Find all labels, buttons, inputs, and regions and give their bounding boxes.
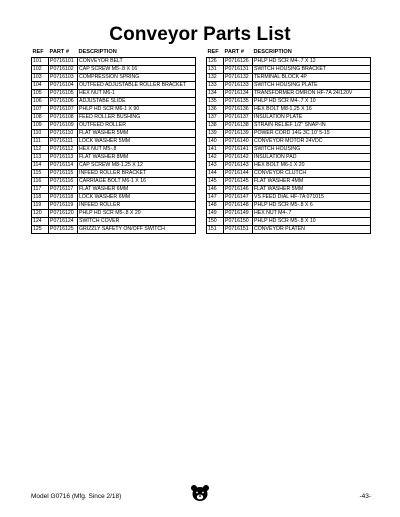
cell-part-number: P0716124: [49, 218, 78, 226]
cell-part-number: P0716143: [224, 162, 253, 170]
cell-description: STRAIN RELIEF 1/2" SNAP-IN: [253, 122, 371, 130]
table-row: [207, 130, 371, 138]
table-row: [207, 122, 371, 130]
cell-description: PHLP HD SCR M4-.7 X 10: [253, 98, 371, 106]
cell-ref: 116: [32, 178, 49, 186]
table-row: [32, 98, 196, 106]
table-row: [32, 186, 196, 194]
cell-description: FLAT WASHER 6MM: [78, 186, 196, 194]
cell-description: FLAT WASHER 5MM: [78, 130, 196, 138]
cell-part-number: P0716144: [224, 170, 253, 178]
cell-description: CONVEYOR MOTOR 24VDC: [253, 138, 371, 146]
cell-description: CAP SCREW M5-.8 X 16: [78, 66, 196, 74]
cell-ref: 144: [207, 170, 224, 178]
table-row: [207, 114, 371, 122]
cell-description: HEX NUT M5-.8: [78, 146, 196, 154]
cell-description: OUTFEED ROLLER: [78, 122, 196, 130]
cell-ref: 135: [207, 98, 224, 106]
table-row: [207, 202, 371, 210]
cell-description: ADJUSTABE SLIDE: [78, 98, 196, 106]
table-row: [32, 218, 196, 226]
cell-description: COMPRESSION SPRING: [78, 74, 196, 82]
table-row: [32, 170, 196, 178]
table-row: [32, 162, 196, 170]
cell-description: PHLP HD SCR M5-.8 X 20: [78, 210, 196, 218]
cell-ref: 147: [207, 194, 224, 202]
cell-ref: 101: [32, 58, 49, 66]
parts-table-left: [31, 48, 196, 234]
cell-description: CONVEYOR BELT: [78, 58, 196, 66]
cell-ref: 110: [32, 130, 49, 138]
header-description: DESCRIPTION: [253, 49, 292, 55]
cell-description: SWITCH HOUSING PLATE: [253, 82, 371, 90]
cell-part-number: P0716101: [49, 58, 78, 66]
cell-description: CONVEYOR PLATEN: [253, 226, 371, 234]
cell-description: HEX BOLT M6-1 X 20: [253, 162, 371, 170]
cell-description: FLAT WASHER 5MM: [253, 186, 371, 194]
cell-part-number: P0716113: [49, 154, 78, 162]
table-row: [32, 114, 196, 122]
cell-part-number: P0716116: [49, 178, 78, 186]
cell-ref: 131: [207, 66, 224, 74]
table-row: [207, 194, 371, 202]
table-row: [32, 226, 196, 234]
table-row: [207, 74, 371, 82]
cell-ref: 120: [32, 210, 49, 218]
cell-part-number: P0716104: [49, 82, 78, 90]
table-row: [32, 138, 196, 146]
cell-part-number: P0716111: [49, 138, 78, 146]
cell-ref: 108: [32, 114, 49, 122]
cell-ref: 136: [207, 106, 224, 114]
cell-part-number: P0716148: [224, 202, 253, 210]
cell-part-number: P0716108: [49, 114, 78, 122]
table-row: [32, 82, 196, 90]
cell-description: INSULATION PLATE: [253, 114, 371, 122]
cell-part-number: P0716126: [224, 58, 253, 66]
cell-ref: 103: [32, 74, 49, 82]
cell-part-number: P0716112: [49, 146, 78, 154]
table-row: [32, 154, 196, 162]
cell-description: INSULATION PAD: [253, 154, 371, 162]
cell-ref: 148: [207, 202, 224, 210]
table-row: [32, 66, 196, 74]
cell-description: TERMINAL BLOCK 4P: [253, 74, 371, 82]
cell-part-number: P0716114: [49, 162, 78, 170]
cell-part-number: P0716151: [224, 226, 253, 234]
cell-part-number: P0716146: [224, 186, 253, 194]
cell-description: INFEED ROLLER BRACKET: [78, 170, 196, 178]
cell-description: HEX BOLT M8-1.25 X 16: [253, 106, 371, 114]
table-row: [32, 58, 196, 66]
table-row: [32, 202, 196, 210]
table-header-row: [207, 48, 371, 58]
cell-description: FLAT WASHER 4MM: [253, 178, 371, 186]
cell-description: OUTFEED ADJUSTABLE ROLLER BRACKET: [78, 82, 196, 90]
cell-part-number: P0716140: [224, 138, 253, 146]
cell-description: HEX NUT M6-1: [78, 90, 196, 98]
cell-ref: 132: [207, 74, 224, 82]
table-row: [207, 210, 371, 218]
table-row: [32, 210, 196, 218]
table-row: [207, 186, 371, 194]
cell-ref: 150: [207, 218, 224, 226]
table-row: [32, 194, 196, 202]
cell-description: CARRIAGE BOLT M6-1 X 16: [78, 178, 196, 186]
cell-ref: 102: [32, 66, 49, 74]
cell-ref: 146: [207, 186, 224, 194]
cell-description: LOCK WASHER 5MM: [78, 138, 196, 146]
cell-part-number: P0716147: [224, 194, 253, 202]
cell-ref: 137: [207, 114, 224, 122]
cell-part-number: P0716125: [49, 226, 78, 234]
cell-part-number: P0716134: [224, 90, 253, 98]
cell-ref: 140: [207, 138, 224, 146]
cell-part-number: P0716103: [49, 74, 78, 82]
table-row: [207, 98, 371, 106]
table-row: [207, 58, 371, 66]
cell-part-number: P0716138: [224, 122, 253, 130]
cell-part-number: P0716139: [224, 130, 253, 138]
header-ref: REF: [32, 49, 44, 55]
table-row: [32, 90, 196, 98]
table-header-row: [32, 48, 196, 58]
table-row: [32, 74, 196, 82]
cell-part-number: P0716142: [224, 154, 253, 162]
cell-ref: 138: [207, 122, 224, 130]
table-row: [32, 106, 196, 114]
cell-description: HEX NUT M4-.7: [253, 210, 371, 218]
cell-part-number: P0716141: [224, 146, 253, 154]
cell-ref: 117: [32, 186, 49, 194]
table-row: [207, 154, 371, 162]
cell-description: FLAT WASHER 8MM: [78, 154, 196, 162]
cell-part-number: P0716106: [49, 98, 78, 106]
table-row: [32, 130, 196, 138]
cell-ref: 133: [207, 82, 224, 90]
table-row: [32, 178, 196, 186]
cell-part-number: P0716115: [49, 170, 78, 178]
cell-description: CONVEYOR CLUTCH: [253, 170, 371, 178]
cell-part-number: P0716120: [49, 210, 78, 218]
cell-description: VS FEED DIAL HF-7A 071015: [253, 194, 371, 202]
cell-ref: 119: [32, 202, 49, 210]
cell-ref: 139: [207, 130, 224, 138]
cell-ref: 112: [32, 146, 49, 154]
cell-description: CAP SCREW M8-1.25 X 12: [78, 162, 196, 170]
cell-part-number: P0716132: [224, 74, 253, 82]
table-row: [207, 90, 371, 98]
cell-part-number: P0716136: [224, 106, 253, 114]
cell-ref: 118: [32, 194, 49, 202]
table-row: [207, 82, 371, 90]
cell-part-number: P0716149: [224, 210, 253, 218]
cell-part-number: P0716102: [49, 66, 78, 74]
cell-ref: 143: [207, 162, 224, 170]
cell-part-number: P0716133: [224, 82, 253, 90]
cell-ref: 107: [32, 106, 49, 114]
table-row: [207, 170, 371, 178]
cell-ref: 126: [207, 58, 224, 66]
cell-part-number: P0716145: [224, 178, 253, 186]
cell-part-number: P0716135: [224, 98, 253, 106]
cell-ref: 106: [32, 98, 49, 106]
cell-ref: 149: [207, 210, 224, 218]
cell-ref: 111: [32, 138, 49, 146]
cell-description: PHLP HD SCR M4-.7 X 12: [253, 58, 371, 66]
cell-ref: 141: [207, 146, 224, 154]
table-row: [207, 178, 371, 186]
cell-part-number: P0716137: [224, 114, 253, 122]
table-row: [207, 106, 371, 114]
table-row: [207, 66, 371, 74]
cell-description: PHLP HD SCR M5-.8 X 10: [253, 218, 371, 226]
cell-ref: 124: [32, 218, 49, 226]
table-row: [32, 146, 196, 154]
cell-ref: 151: [207, 226, 224, 234]
page-number: -43-: [359, 493, 371, 500]
table-row: [207, 162, 371, 170]
header-ref: REF: [207, 49, 219, 55]
cell-ref: 114: [32, 162, 49, 170]
header-description: DESCRIPTION: [78, 49, 117, 55]
cell-ref: 109: [32, 122, 49, 130]
cell-description: FEED ROLLER BUSHING: [78, 114, 196, 122]
cell-part-number: P0716150: [224, 218, 253, 226]
cell-description: SWITCH COVER: [78, 218, 196, 226]
cell-part-number: P0716118: [49, 194, 78, 202]
cell-part-number: P0716107: [49, 106, 78, 114]
cell-part-number: P0716119: [49, 202, 78, 210]
cell-description: TRANSFORMER OMRON HF-7A 24/120V: [253, 90, 371, 98]
cell-description: GRIZZLY SAFETY ON/OFF SWITCH: [78, 226, 196, 234]
footer-model: Model G0716 (Mfg. Since 2/18): [31, 493, 122, 500]
bear-head-logo-icon: [190, 484, 210, 502]
cell-ref: 115: [32, 170, 49, 178]
parts-table-right: [206, 48, 371, 234]
table-row: [207, 138, 371, 146]
table-row: [207, 146, 371, 154]
cell-ref: 104: [32, 82, 49, 90]
table-row: [207, 226, 371, 234]
cell-ref: 145: [207, 178, 224, 186]
cell-description: PHLP HD SCR M5-.8 X 6: [253, 202, 371, 210]
cell-ref: 134: [207, 90, 224, 98]
cell-part-number: P0716117: [49, 186, 78, 194]
cell-part-number: P0716110: [49, 130, 78, 138]
cell-ref: 113: [32, 154, 49, 162]
table-row: [207, 218, 371, 226]
cell-description: INFEED ROLLER: [78, 202, 196, 210]
header-part: PART #: [224, 49, 244, 55]
cell-part-number: P0716109: [49, 122, 78, 130]
cell-description: SWITCH HOUSING BRACKET: [253, 66, 371, 74]
cell-description: SWITCH HOUSING: [253, 146, 371, 154]
cell-part-number: P0716105: [49, 90, 78, 98]
cell-ref: 105: [32, 90, 49, 98]
cell-part-number: P0716131: [224, 66, 253, 74]
page-title: Conveyor Parts List: [109, 24, 291, 45]
header-part: PART #: [49, 49, 69, 55]
cell-description: POWER CORD 14G 3C 10' 5-15: [253, 130, 371, 138]
cell-ref: 142: [207, 154, 224, 162]
cell-description: LOCK WASHER 6MM: [78, 194, 196, 202]
parts-table-left-body: [32, 58, 196, 234]
cell-ref: 125: [32, 226, 49, 234]
table-row: [32, 122, 196, 130]
cell-description: PHLP HD SCR M6-1 X 90: [78, 106, 196, 114]
parts-table-right-body: [207, 58, 371, 234]
